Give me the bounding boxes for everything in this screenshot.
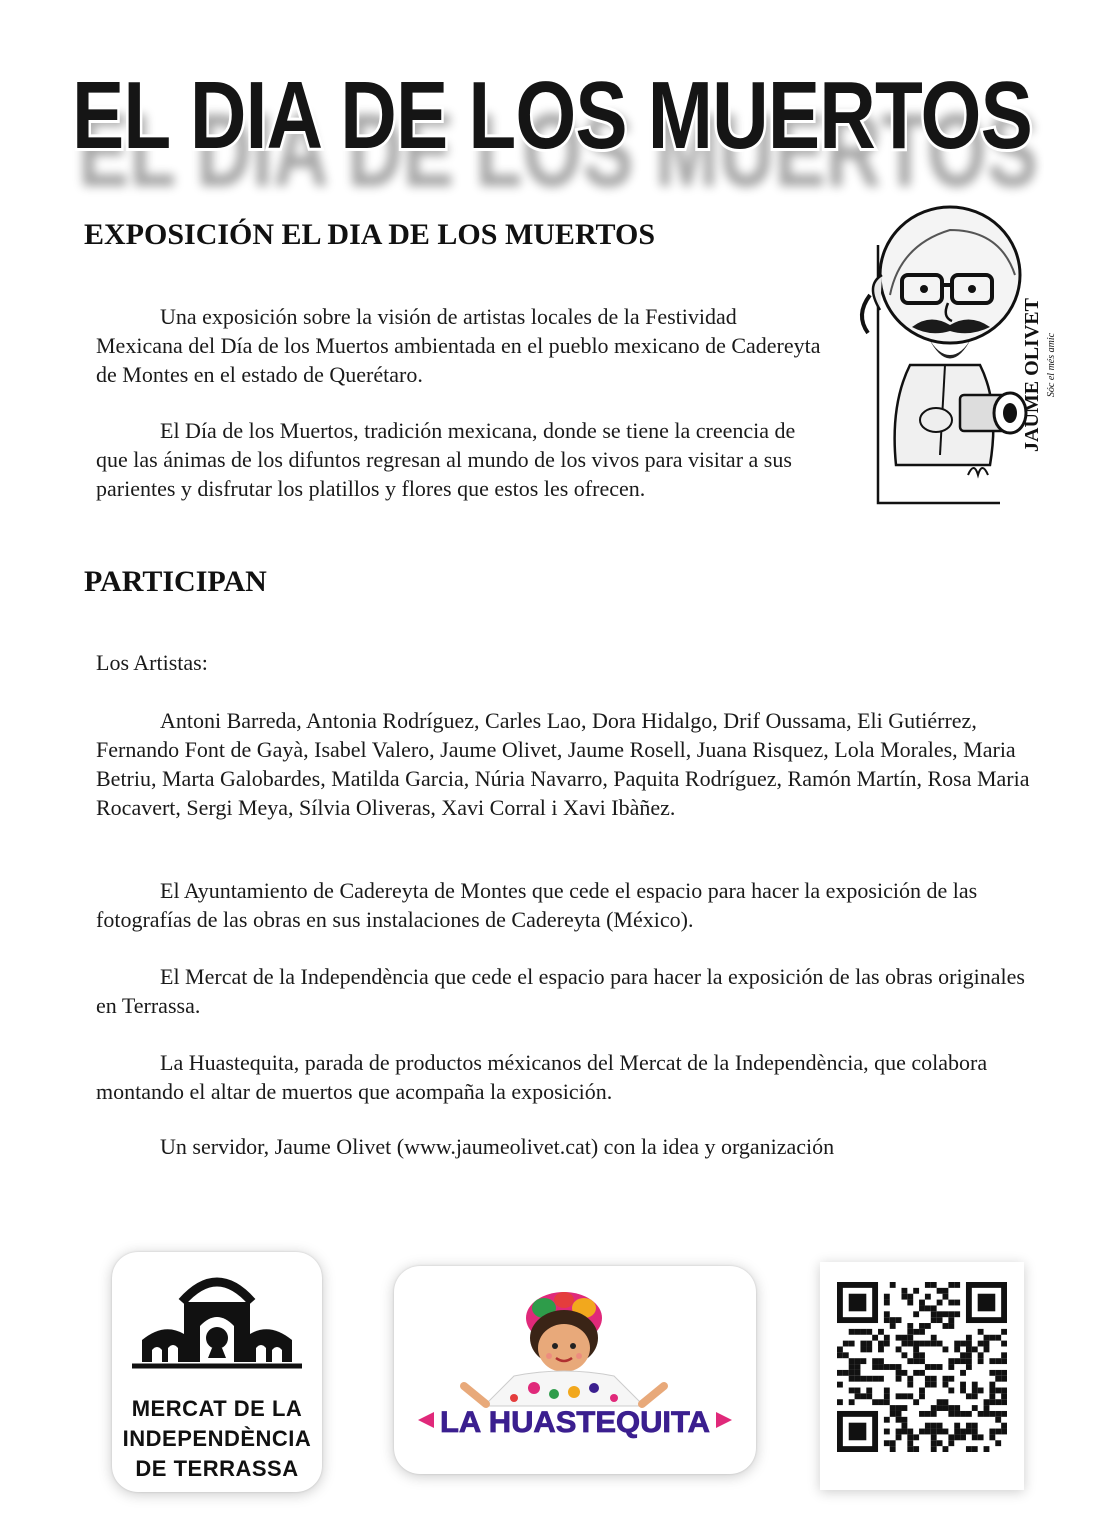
- huastequita-paragraph: La Huastequita, parada de productos méxicanos del Mercat de la Independència, que colabora montando el altar de muertos que acompaña la exposición.: [96, 1050, 988, 1104]
- artists-label: Los Artistas:: [96, 650, 208, 675]
- banner-shadow: EL DIA DE LOS MUERTOS: [78, 93, 1038, 198]
- tradition-paragraph: El Día de los Muertos, tradición mexicana, donde se tiene la creencia de que las ánimas de los difuntos regresan al mundo de los vivos para visitar a sus parientes y disfrutar los platillos y flores que estos les ofrecen.: [96, 418, 796, 501]
- huastequita-logo-card: [394, 1266, 756, 1474]
- mercat-paragraph: El Mercat de la Independència que cede el espacio para hacer la exposición de las obras originales en Terrassa.: [96, 964, 1025, 1018]
- caricature-illustration: [850, 205, 1060, 517]
- huastequita-girl-icon: [394, 1266, 756, 1474]
- mercat-line-3: DE TERRASSA: [135, 1456, 299, 1481]
- mercat-logo-text: [112, 1394, 322, 1484]
- artists-list: Antoni Barreda, Antonia Rodríguez, Carles Lao, Dora Hidalgo, Drif Oussama, Eli Gutiérrez, Fernando Font de Gayà, Isabel Valero, Jaume Olivet, Jaume Rosell, Juana Risquez, Lola Morales, Maria Betriu, Marta Galobardes, Matilda Garcia, Núria Navarro, Paquita Rodríguez, Ramón Martín, Rosa Maria Rocavert, Sergi Meya, Sílvia Oliveras, Xavi Corral i Xavi Ibàñez.: [96, 708, 1030, 820]
- mercat-line-2: INDEPENDÈNCIA: [122, 1426, 312, 1451]
- caricature-tagline: Sóc el més amic: [1046, 332, 1057, 398]
- qr-code-card: [820, 1262, 1024, 1490]
- section-heading-exposicion: EXPOSICIÓN EL DIA DE LOS MUERTOS: [84, 218, 656, 251]
- mercat-line-1: MERCAT DE LA: [131, 1396, 303, 1421]
- servidor-paragraph: Un servidor, Jaume Olivet (www.jaumeolivet.cat) con la idea y organización: [160, 1134, 835, 1159]
- banner-title-text: EL DIA DE LOS MUERTOS: [72, 62, 1032, 169]
- caricature-name: JAUME OLIVET: [1021, 298, 1043, 452]
- huastequita-logo-text: LA HUASTEQUITA: [440, 1406, 710, 1439]
- section-heading-participan: PARTICIPAN: [84, 565, 267, 598]
- ayuntamiento-paragraph: El Ayuntamiento de Cadereyta de Montes que cede el espacio para hacer la exposición de las fotografías de las obras en sus instalaciones de Cadereyta (México).: [96, 878, 978, 932]
- mercat-building-icon: [112, 1262, 322, 1382]
- banner-title: [60, 28, 1044, 198]
- mercat-logo-card: [112, 1252, 322, 1492]
- intro-paragraph: Una exposición sobre la visión de artistas locales de la Festividad Mexicana del Día de los Muertos ambientada en el pueblo mexicano de Cadereyta de Montes en el estado de Querétaro.: [96, 304, 821, 387]
- qr-code-icon[interactable]: [837, 1282, 1007, 1452]
